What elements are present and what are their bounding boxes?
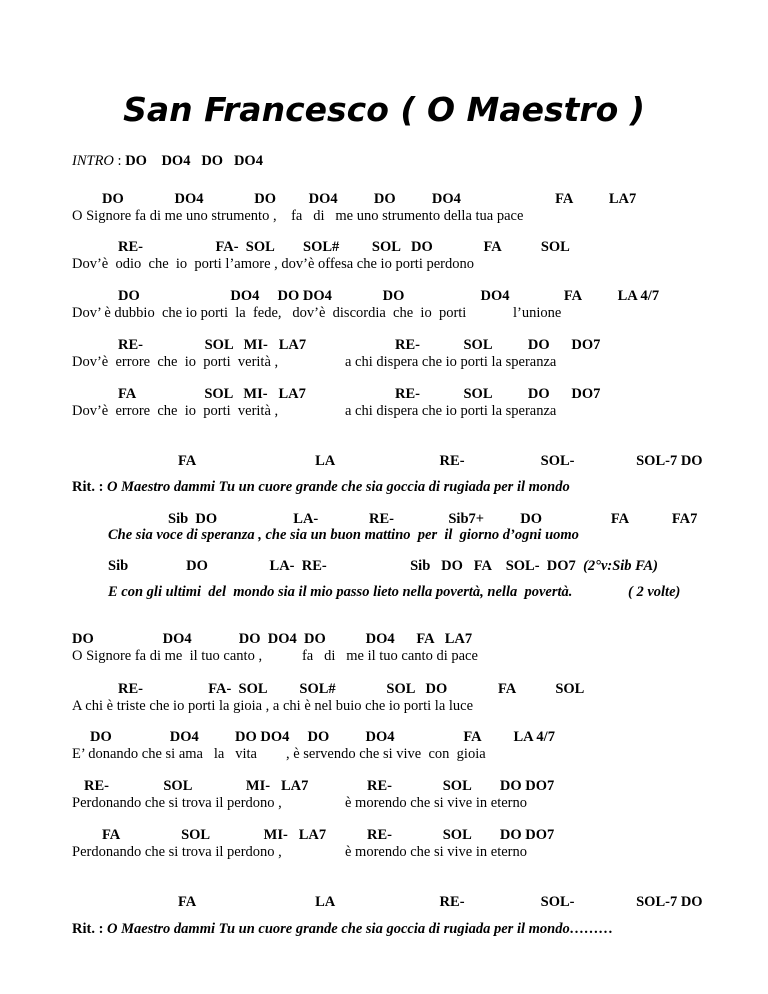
s1-chords-2: RE- FA- SOL SOL# SOL DO FA SOL bbox=[118, 239, 570, 255]
s2-chords-3: DO DO4 DO DO4 DO DO4 FA LA 4/7 bbox=[90, 729, 555, 745]
s1-lyrics-5b: a chi dispera che io porti la speranza bbox=[345, 403, 557, 419]
bridge-chords-2: Sib DO LA- RE- Sib DO FA SOL- DO7 bbox=[108, 558, 576, 574]
s1-lyrics-1: O Signore fa di me uno strumento , fa di me uno strumento della tua pace bbox=[72, 208, 524, 224]
s1-chords-4b: RE- SOL DO DO7 bbox=[395, 337, 601, 353]
s2-chords-1: DO DO4 DO DO4 DO DO4 FA LA7 bbox=[72, 631, 473, 647]
intro-line bbox=[72, 152, 263, 170]
rit1-label: Rit. : bbox=[72, 479, 108, 495]
rit2-label: Rit. : bbox=[72, 921, 108, 937]
s1-chords-5b: RE- SOL DO DO7 bbox=[395, 386, 601, 402]
s2-chords-2: RE- FA- SOL SOL# SOL DO FA SOL bbox=[118, 681, 585, 697]
rit2-line bbox=[72, 920, 613, 938]
s1-chords-1: DO DO4 DO DO4 DO DO4 FA LA7 bbox=[102, 191, 637, 207]
intro-label: INTRO bbox=[72, 153, 114, 169]
rit2-chords: FA LA RE- SOL- SOL-7 DO bbox=[178, 894, 703, 910]
rit1-text: O Maestro dammi Tu un cuore grande che sia goccia di rugiada per il mondo bbox=[107, 479, 570, 495]
s1-chords-5a: FA SOL MI- LA7 bbox=[118, 386, 306, 402]
s2-lyrics-5b: è morendo che si vive in eterno bbox=[345, 844, 527, 860]
s2-lyrics-4a: Perdonando che si trova il perdono , bbox=[72, 795, 282, 811]
s1-lyrics-3b: l’unione bbox=[513, 305, 562, 321]
s2-chords-4a: RE- SOL MI- LA7 bbox=[84, 778, 309, 794]
rit1-chords: FA LA RE- SOL- SOL-7 DO bbox=[178, 453, 703, 469]
s2-lyrics-5a: Perdonando che si trova il perdono , bbox=[72, 844, 282, 860]
bridge-chords-1: Sib DO LA- RE- Sib7+ DO FA FA7 bbox=[168, 511, 698, 527]
s2-chords-5a: FA SOL MI- LA7 bbox=[102, 827, 327, 843]
s2-lyrics-1: O Signore fa di me il tuo canto , fa di me il tuo canto di pace bbox=[72, 648, 478, 664]
rit2-text: O Maestro dammi Tu un cuore grande che sia goccia di rugiada per il mondo……… bbox=[107, 921, 614, 937]
bridge-chords-2-note: (2°v:Sib FA) bbox=[583, 558, 659, 574]
s2-chords-4b: RE- SOL DO DO7 bbox=[367, 778, 555, 794]
s1-lyrics-4a: Dov’è errore che io porti verità , bbox=[72, 354, 279, 370]
song-title: San Francesco ( O Maestro ) bbox=[123, 90, 645, 129]
s2-lyrics-3: E’ donando che si ama la vita , è servendo che si vive con gioia bbox=[72, 746, 486, 762]
s1-lyrics-5a: Dov’è errore che io porti verità , bbox=[72, 403, 279, 419]
s1-chords-3: DO DO4 DO DO4 DO DO4 FA LA 4/7 bbox=[118, 288, 660, 304]
bridge-lyrics-1: Che sia voce di speranza , che sia un buon mattino per il giorno d’ogni uomo bbox=[108, 527, 579, 543]
s2-lyrics-2: A chi è triste che io porti la gioia , a chi è nel buio che io porti la luce bbox=[72, 698, 474, 714]
rit1-line bbox=[72, 478, 570, 496]
s2-lyrics-4b: è morendo che si vive in eterno bbox=[345, 795, 527, 811]
s1-lyrics-4b: a chi dispera che io porti la speranza bbox=[345, 354, 557, 370]
repeat-note: ( 2 volte) bbox=[628, 584, 681, 600]
intro-sep: : bbox=[113, 153, 126, 169]
s1-lyrics-3a: Dov’ è dubbio che io porti la fede, dov’è discordia che io porti bbox=[72, 305, 467, 321]
bridge-lyrics-2: E con gli ultimi del mondo sia il mio passo lieto nella povertà, nella povertà. bbox=[108, 584, 573, 600]
bridge-chords-2-line bbox=[108, 557, 658, 575]
intro-chords: DO DO4 DO DO4 bbox=[125, 153, 263, 169]
s1-lyrics-2: Dov’è odio che io porti l’amore , dov’è offesa che io porti perdono bbox=[72, 256, 474, 272]
s1-chords-4a: RE- SOL MI- LA7 bbox=[118, 337, 307, 353]
s2-chords-5b: RE- SOL DO DO7 bbox=[367, 827, 555, 843]
